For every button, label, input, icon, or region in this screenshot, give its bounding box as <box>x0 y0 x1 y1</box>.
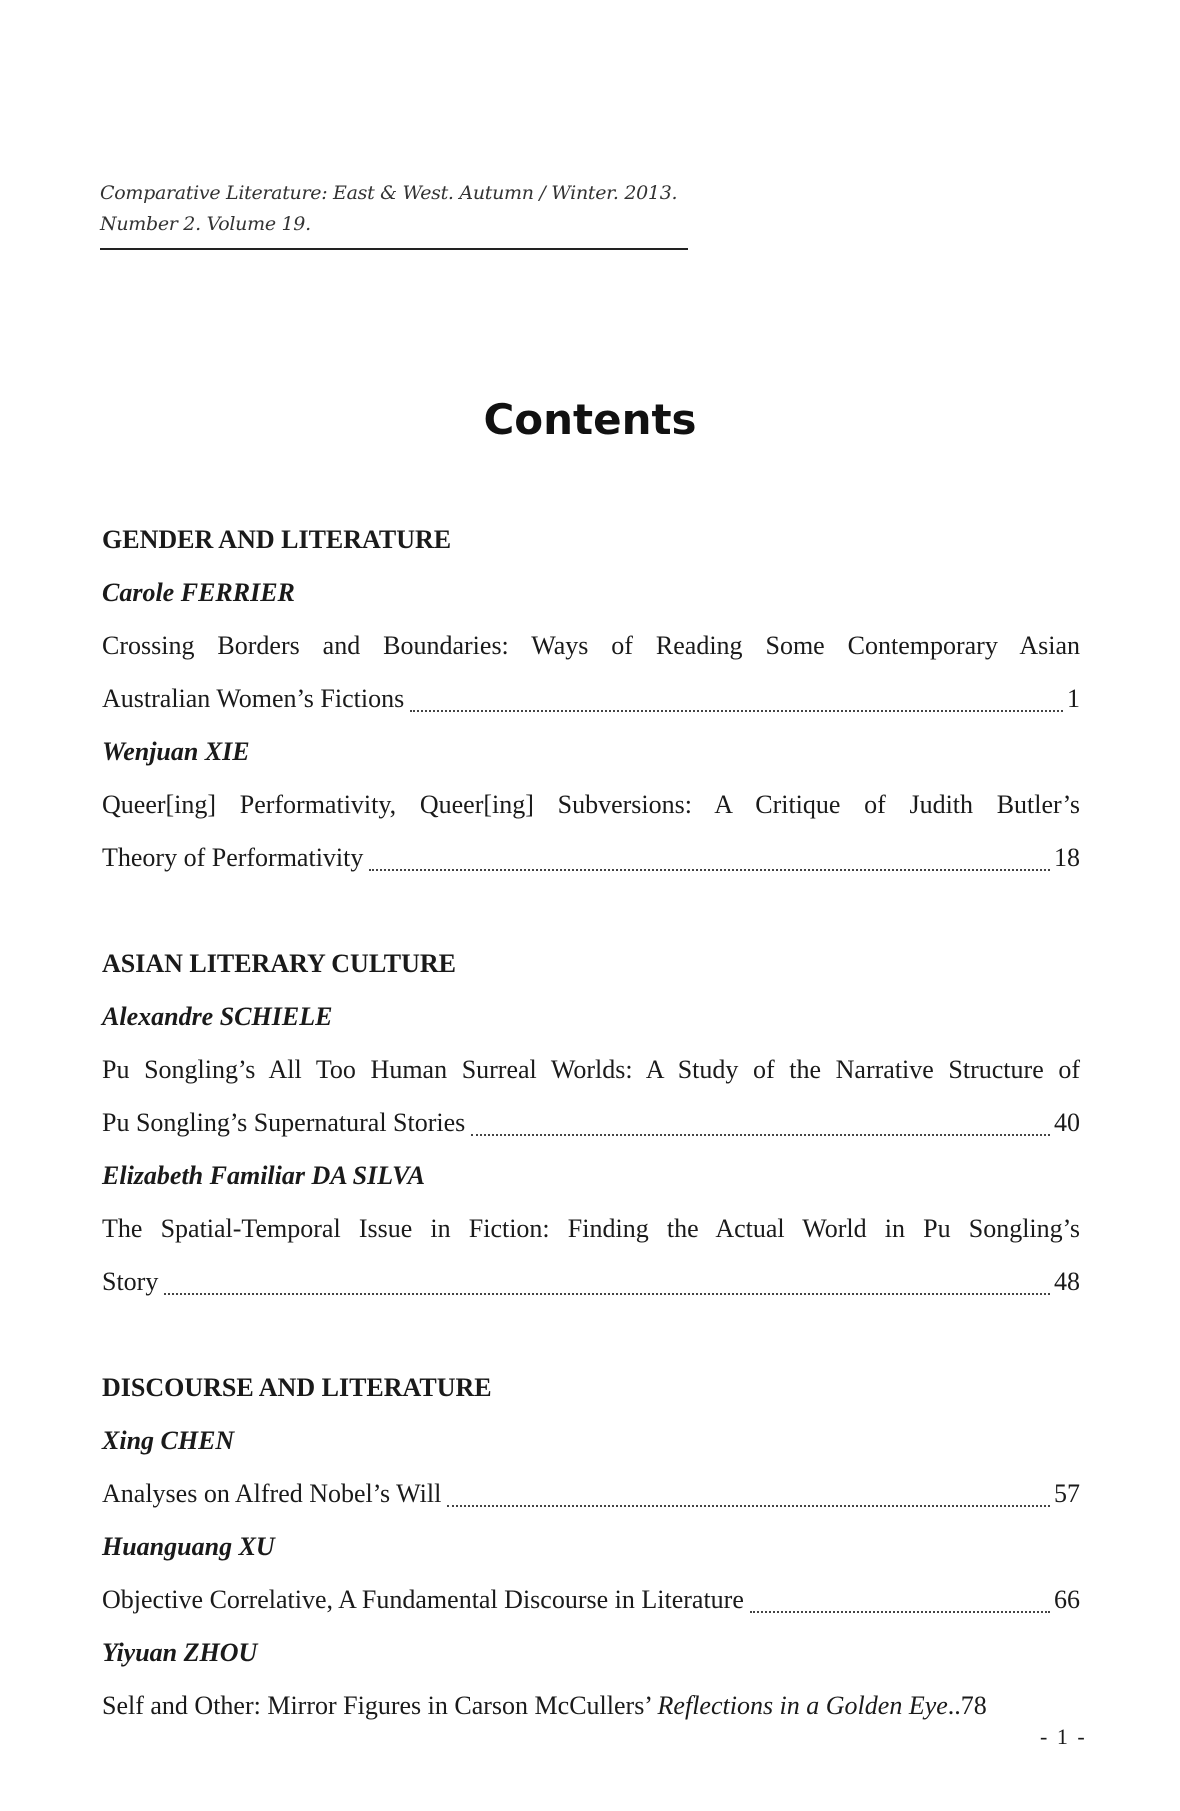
entry-page-number: 48 <box>1054 1267 1080 1296</box>
dot-leader-short: .. <box>947 1691 961 1720</box>
entry-title: Analyses on Alfred Nobel’s Will <box>102 1479 442 1508</box>
entry-page-number: 78 <box>960 1691 987 1720</box>
toc-entry-line[interactable] <box>102 677 1080 730</box>
entry-title <box>102 1684 948 1728</box>
toc-entry-line[interactable] <box>102 1472 1080 1525</box>
section-title: DISCOURSE AND LITERATURE <box>102 1373 492 1402</box>
section-title: GENDER AND LITERATURE <box>102 525 452 554</box>
toc-entry-line[interactable] <box>102 1260 1080 1313</box>
entry-title-line2: Australian Women’s Fictions <box>102 684 405 713</box>
entry-author: Carole FERRIER <box>102 578 295 607</box>
entry-title-line1: Pu Songling’s All Too Human Surreal Worlds: A Study of the Narrative Structure of <box>102 1055 1080 1084</box>
entry-author: Xing CHEN <box>102 1426 235 1455</box>
toc-entry-line[interactable] <box>102 1578 1080 1631</box>
page-number: - 1 - <box>1040 1724 1087 1749</box>
toc-entry-line[interactable] <box>102 1101 1080 1154</box>
entry-title-line2: Theory of Performativity <box>102 843 364 872</box>
entry-author: Alexandre SCHIELE <box>102 1002 333 1031</box>
entry-page-number: 57 <box>1054 1479 1080 1508</box>
section-title: ASIAN LITERARY CULTURE <box>102 949 457 978</box>
entry-title-line1: Crossing Borders and Boundaries: Ways of Reading Some Contemporary Asian <box>102 631 1080 660</box>
entry-author: Wenjuan XIE <box>102 737 250 766</box>
entry-title-line1: The Spatial-Temporal Issue in Fiction: Finding the Actual World in Pu Songling’s <box>102 1214 1080 1243</box>
entry-title-line2: Story <box>102 1267 159 1296</box>
entry-author: Yiyuan ZHOU <box>102 1638 258 1667</box>
page-title: Contents <box>483 395 697 444</box>
entry-page-number: 1 <box>1067 684 1080 713</box>
entry-title: Objective Correlative, A Fundamental Discourse in Literature <box>102 1585 744 1614</box>
dot-leader <box>410 710 1063 712</box>
toc-entry-line[interactable] <box>102 836 1080 889</box>
dot-leader <box>750 1611 1050 1613</box>
running-head-rule <box>100 248 688 250</box>
entry-title-italic: Reflections in a Golden Eye <box>657 1691 948 1720</box>
toc-section-gender-and-literature <box>102 518 1080 889</box>
entry-page-number: 40 <box>1054 1108 1080 1137</box>
dot-leader <box>447 1505 1050 1507</box>
entry-page-number: 66 <box>1054 1585 1080 1614</box>
toc-section-discourse-and-literature <box>102 1366 1080 1737</box>
entry-title-line2: Pu Songling’s Supernatural Stories <box>102 1108 466 1137</box>
toc-entry-line[interactable] <box>102 1684 1080 1737</box>
dot-leader <box>369 869 1050 871</box>
entry-title-roman: Self and Other: Mirror Figures in Carson McCullers’ <box>102 1691 652 1720</box>
entry-author: Elizabeth Familiar DA SILVA <box>102 1161 425 1190</box>
running-head <box>100 178 690 240</box>
running-head-line1: Comparative Literature: East & West. Autumn / Winter. 2013. <box>100 182 678 204</box>
dot-leader <box>471 1134 1050 1136</box>
entry-title-line1: Queer[ing] Performativity, Queer[ing] Subversions: A Critique of Judith Butler’s <box>102 790 1080 819</box>
running-head-line2: Number 2. Volume 19. <box>100 213 311 235</box>
toc-section-asian-literary-culture <box>102 942 1080 1313</box>
entry-page-number: 18 <box>1054 843 1080 872</box>
dot-leader <box>164 1293 1050 1295</box>
table-of-contents <box>102 518 1080 1790</box>
entry-author: Huanguang XU <box>102 1532 275 1561</box>
